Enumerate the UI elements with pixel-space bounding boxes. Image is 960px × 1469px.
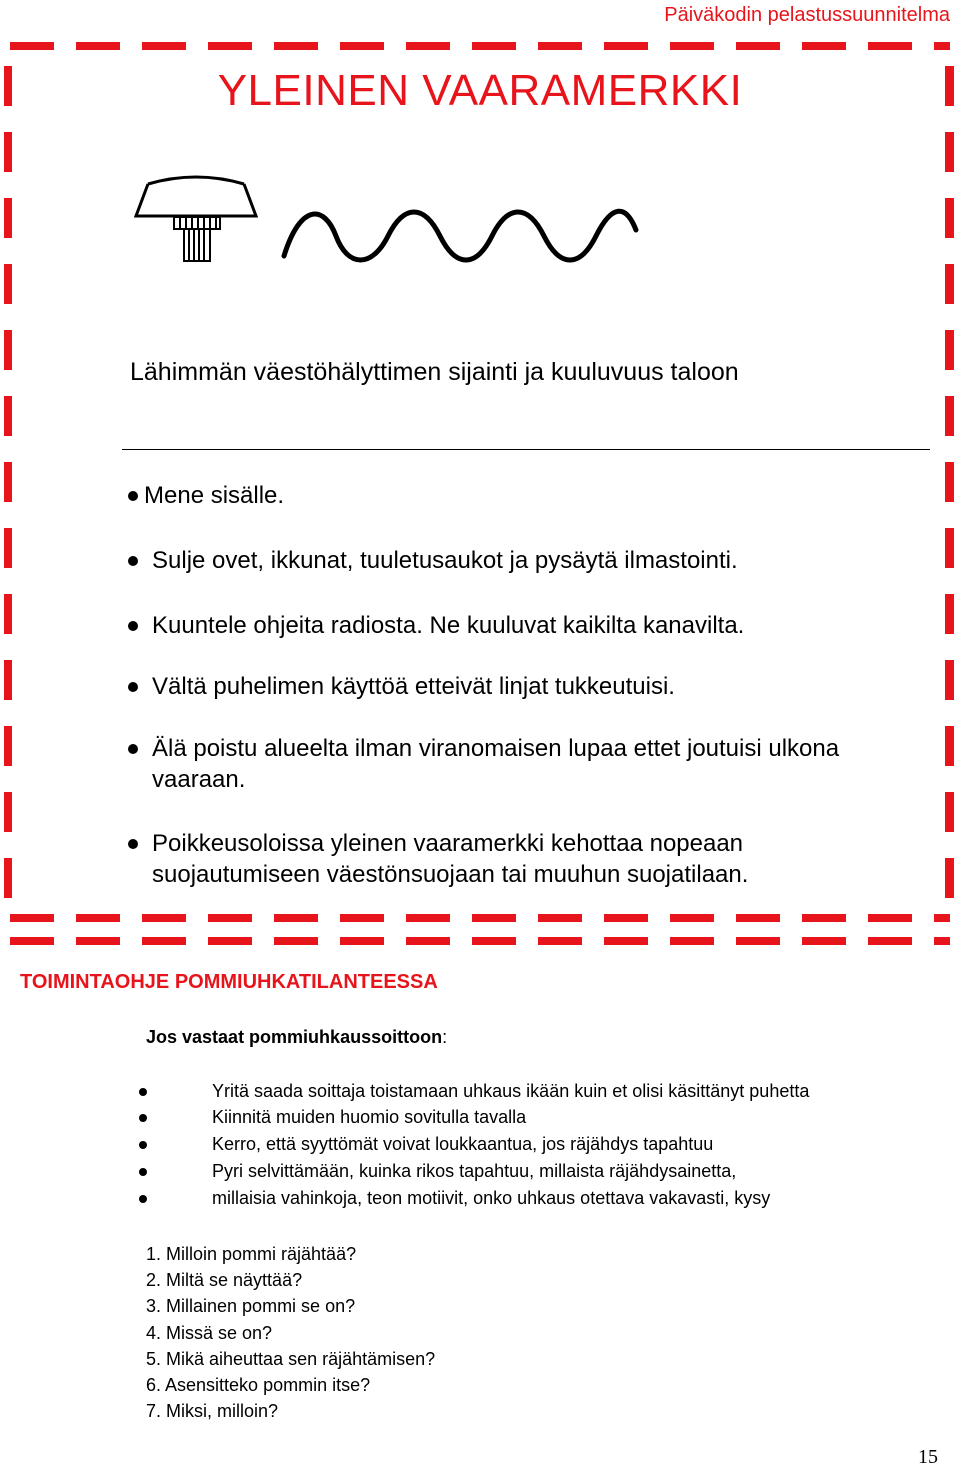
question-item: 2. Miltä se näyttää? [146,1270,303,1291]
bullet-icon [128,839,138,849]
question-item: 7. Miksi, milloin? [146,1401,279,1422]
question-item: 6. Asensitteko pommin itse? [146,1375,371,1396]
bullet-icon [139,1141,147,1149]
bullet-icon [128,556,138,566]
bomb-threat-steps-list [134,1078,944,1212]
bullet-icon [139,1168,147,1176]
bullet-icon [139,1195,147,1203]
sine-wave-icon [280,200,640,272]
list-item [122,733,922,795]
list-item-text: Älä poistu alueelta ilman viranomaisen lupaa ettet joutuisi ulkona vaaraan. [152,735,840,793]
list-item [134,1158,944,1185]
frame-border-left [4,66,12,922]
subheading-text: Jos vastaat pommiuhkaussoittoon [146,1027,443,1047]
page-title: YLEINEN VAARAMERKKI [217,66,743,115]
frame-border-bottom [10,914,950,922]
list-item-text: Pyri selvittämään, kuinka rikos tapahtuu, millaista räjähdysainetta, [212,1161,737,1181]
bullet-icon [139,1114,147,1122]
section-title: TOIMINTAOHJE POMMIUHKATILANTEESSA [20,971,438,993]
bullet-icon [128,621,138,631]
list-item [134,1185,944,1212]
list-item-text: Yritä saada soittaja toistamaan uhkaus ikään kuin et olisi käsittänyt puhetta [212,1081,810,1101]
list-item [122,828,907,890]
frame-border-top [10,42,950,50]
list-item-text: Mene sisälle. [144,482,285,509]
bullet-icon [128,491,138,501]
siren-location-label: Lähimmän väestöhälyttimen sijainti ja kuuluvuus taloon [130,358,739,386]
frame-border-bottom-2 [10,937,950,945]
question-item: 5. Mikä aiheuttaa sen räjähtämisen? [146,1348,436,1369]
list-item [134,1104,944,1131]
question-item: 1. Milloin pommi räjähtää? [146,1244,357,1264]
document-header: Päiväkodin pelastussuunnitelma [664,4,950,26]
list-item [122,671,922,702]
shelter-instructions-list [122,480,922,890]
list-item [122,480,922,511]
siren-icon [130,172,262,264]
subheading-colon: : [442,1027,448,1047]
question-item: 3. Millainen pommi se on? [146,1296,356,1317]
list-item-text: Sulje ovet, ikkunat, tuuletusaukot ja pysäytä ilmastointi. [152,547,738,574]
list-item-text: millaisia vahinkoja, teon motiivit, onko uhkaus otettava vakavasti, kysy [212,1188,771,1208]
list-item-text: Vältä puhelimen käyttöä etteivät linjat tukkeutuisi. [152,673,675,700]
fill-in-line [122,449,930,450]
list-item-text: Poikkeusoloissa yleinen vaaramerkki kehottaa nopeaan suojautumiseen väestönsuojaan tai muuhun suojatilaan. [152,830,749,888]
bullet-icon [139,1088,147,1096]
list-item [134,1078,944,1104]
list-item [122,545,922,576]
frame-border-right [945,66,954,922]
list-item [122,610,922,641]
section-subheading [146,1027,447,1048]
bullet-icon [128,744,138,754]
list-item-text: Kiinnitä muiden huomio sovitulla tavalla [212,1107,527,1127]
questions-list [146,1241,435,1424]
page-number: 15 [918,1446,938,1468]
list-item-text: Kuuntele ohjeita radiosta. Ne kuuluvat kaikilta kanavilta. [152,612,745,639]
list-item [134,1131,944,1158]
bullet-icon [128,682,138,692]
question-item: 4. Missä se on? [146,1322,273,1343]
list-item-text: Kerro, että syyttömät voivat loukkaantua, jos räjähdys tapahtuu [212,1134,714,1154]
